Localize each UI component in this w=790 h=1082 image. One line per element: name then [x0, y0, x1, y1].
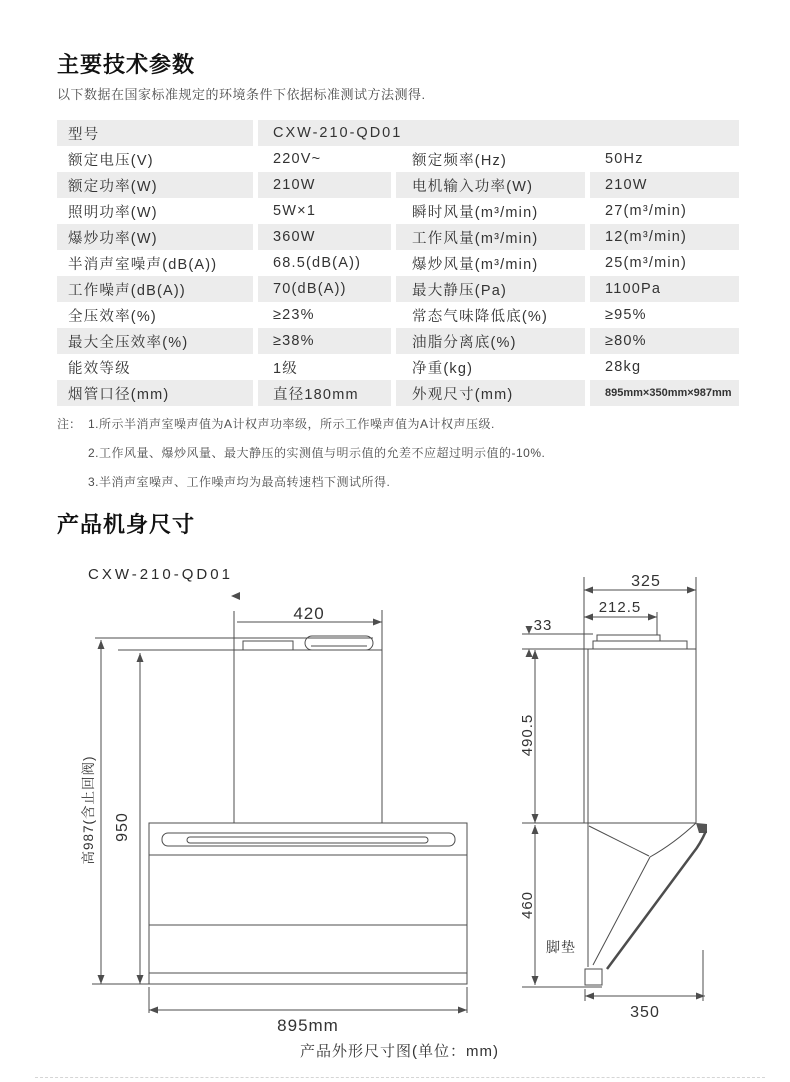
foot-pad [585, 969, 602, 985]
arrowhead [532, 825, 539, 834]
spec-table [57, 120, 739, 406]
spec-label: 工作风量(m³/min) [396, 224, 585, 250]
spec-value: 895mm×350mm×987mm [590, 380, 739, 406]
spec-label: 照明功率(W) [68, 204, 158, 221]
spec-value: 5W×1 [273, 203, 317, 219]
spec-value: 28kg [605, 359, 642, 375]
arrowhead [526, 626, 533, 634]
table-row [57, 380, 739, 406]
spec-label: 最大静压(Pa) [396, 276, 585, 302]
arrowhead [585, 993, 594, 1000]
arrowhead [584, 587, 593, 594]
arrowhead [98, 975, 105, 984]
drawing-model-label: CXW-210-QD01 [88, 566, 233, 583]
spec-label: 爆炒风量(m³/min) [412, 256, 539, 273]
duct-fitting [243, 641, 293, 650]
dim-width-top: 420 [293, 604, 325, 623]
dim-width-bottom: 895mm [277, 1016, 339, 1035]
bracket-outer-edge [607, 831, 706, 969]
table-row [57, 146, 739, 172]
spec-value: 210W [590, 172, 739, 198]
table-row [57, 276, 739, 302]
spec-label: 额定功率(W) [57, 172, 253, 198]
arrowhead [696, 993, 705, 1000]
table-row [57, 172, 739, 198]
table-row [57, 198, 739, 224]
table-row-model [57, 120, 739, 146]
spec-label: 最大全压效率(%) [57, 328, 253, 354]
top-cap-base [593, 641, 687, 649]
spec-value: ≥80% [590, 328, 739, 354]
spec-value: 1级 [273, 360, 298, 377]
spec-value: 210W [258, 172, 391, 198]
spec-label: 全压效率(%) [68, 308, 157, 325]
spec-label: 爆炒功率(W) [57, 224, 253, 250]
spec-label: 净重(kg) [412, 360, 474, 377]
dim-depth-bottom: 350 [630, 1004, 660, 1021]
arrowhead [687, 587, 696, 594]
spec-value: ≥23% [273, 307, 315, 323]
spec-label: 常态气味降低底(%) [412, 308, 549, 325]
foot-pad-label: 脚垫 [546, 939, 576, 955]
front-view [80, 592, 467, 1035]
spec-label: 型号 [57, 120, 253, 146]
spec-value: 12(m³/min) [590, 224, 739, 250]
hood-body [149, 823, 467, 984]
spec-label: 瞬时风量(m³/min) [412, 204, 539, 221]
top-cap-plate [597, 635, 660, 641]
spec-value: 68.5(dB(A)) [273, 255, 362, 271]
arrowhead [373, 619, 382, 626]
footnote-item: 2.工作风量、爆炒风量、最大静压的实测值与明示值的允差不应超过明示值的-10%. [88, 446, 546, 460]
dim-upper-height: 490.5 [519, 713, 536, 757]
footnote-item: 3.半消声室噪声、工作噪声均为最高转速档下测试所得. [88, 475, 391, 489]
spec-label: 电机输入功率(W) [396, 172, 585, 198]
spec-value: ≥38% [258, 328, 391, 354]
spec-label: 烟管口径(mm) [57, 380, 253, 406]
arrowhead [532, 976, 539, 985]
spec-label: 油脂分离底(%) [396, 328, 585, 354]
arrowhead [532, 650, 539, 659]
table-row [57, 302, 739, 328]
arrowhead [584, 614, 593, 621]
spec-label: 工作噪声(dB(A)) [57, 276, 253, 302]
spec-value: 25(m³/min) [605, 255, 688, 271]
table-row [57, 250, 739, 276]
spec-value: 直径180mm [258, 380, 391, 406]
spec-label: 额定电压(V) [68, 152, 154, 169]
footnote-prefix: 注： [57, 417, 82, 431]
arrowhead [137, 975, 144, 984]
spec-value: 50Hz [605, 151, 644, 167]
spec-value: 27(m³/min) [605, 203, 688, 219]
arrowhead [526, 649, 533, 657]
dim-depth-top: 325 [631, 573, 661, 590]
dim-height-body: 950 [114, 812, 131, 842]
table-row [57, 224, 739, 250]
spec-value: 360W [258, 224, 391, 250]
section-title-tech-params: 主要技术参数 [57, 52, 196, 77]
arrowhead [137, 653, 144, 662]
arrowhead [648, 614, 657, 621]
dim-cap-height: 33 [533, 617, 553, 634]
arrowhead [149, 1007, 158, 1014]
spec-value: ≥95% [605, 307, 647, 323]
arrowhead [231, 592, 240, 600]
vent-slot-inner [187, 837, 428, 843]
drawing-caption: 产品外形尺寸图(单位：mm) [300, 1043, 499, 1060]
cropped-next-section-edge [35, 1077, 765, 1078]
spec-label: 半消声室噪声(dB(A)) [68, 256, 218, 273]
footnote-item: 1.所示半消声室噪声值为A计权声功率级，所示工作噪声值为A计权声压级. [88, 417, 495, 431]
spec-label: 额定频率(Hz) [412, 152, 507, 169]
dimension-drawing [0, 565, 790, 1037]
vent-slot [162, 833, 455, 846]
side-view [519, 573, 707, 1021]
bracket-inner-edge [593, 823, 696, 965]
arrowhead [98, 640, 105, 649]
dim-depth-vent: 212.5 [598, 599, 642, 616]
spec-value: CXW-210-QD01 [258, 120, 739, 146]
section-title-body-dimensions: 产品机身尺寸 [57, 512, 196, 537]
spec-label: 能效等级 [68, 360, 131, 377]
table-row [57, 328, 739, 354]
dim-height-total: 高987(含止回阀) [81, 755, 96, 865]
spec-value: 220V~ [273, 151, 322, 167]
spec-value: 1100Pa [590, 276, 739, 302]
spec-value: 70(dB(A)) [258, 276, 391, 302]
footnotes [57, 410, 545, 497]
spec-label: 外观尺寸(mm) [396, 380, 585, 406]
dim-lower-height: 460 [519, 890, 536, 920]
tech-params-subtitle: 以下数据在国家标准规定的环境条件下依据标准测试方法测得. [57, 87, 426, 102]
table-row [57, 354, 739, 380]
arrowhead [532, 814, 539, 823]
arrowhead [458, 1007, 467, 1014]
